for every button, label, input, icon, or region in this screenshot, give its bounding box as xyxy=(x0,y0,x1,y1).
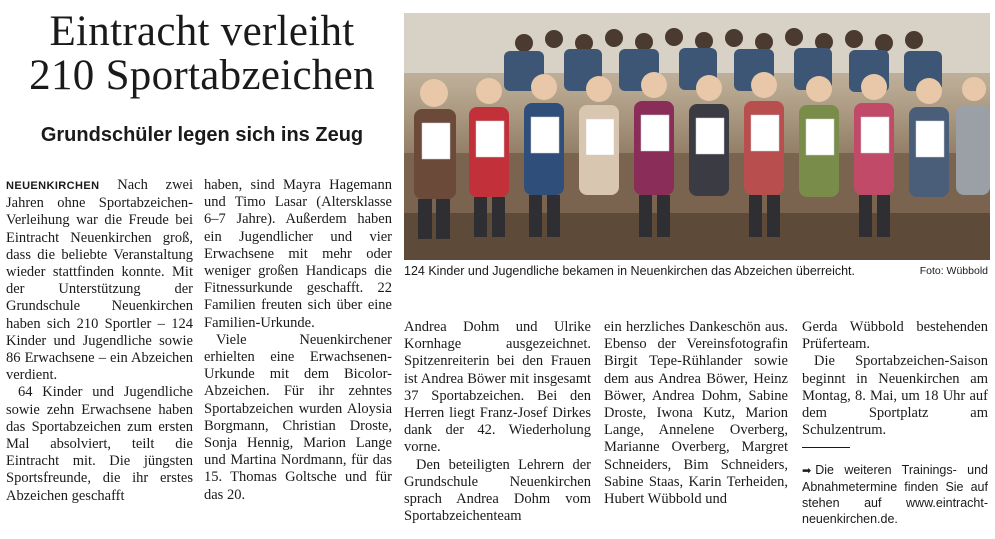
paragraph: 64 Kinder und Jugendliche sowie zehn Erwachsene haben das Sportabzeichen zum ersten Mal absolviert, teilt die Eintracht mit. Die jüngsten Sportsfreunde, die ihr erstes Abzeichen geschafft xyxy=(6,384,193,504)
paragraph: Die Sportabzeichen-Saison beginnt in Neuenkirchen am Montag, 8. Mai, um 18 Uhr auf dem Sportplatz am Schulzentrum. xyxy=(802,353,988,439)
arrow-right-icon: ➡ xyxy=(802,465,812,478)
paragraph: Gerda Wübbold bestehenden Prüferteam. xyxy=(802,319,988,353)
dateline: NEUENKIRCHEN xyxy=(6,180,100,192)
photo-caption xyxy=(404,264,990,278)
info-note-text: Die weiteren Trainings- und Abnahmetermine finden Sie auf stehen auf www.eintracht-neuenkirchen.de. xyxy=(802,463,988,527)
paragraph-text: Nach zwei Jahren ohne Sportabzeichen-Verleihung war die Freude bei Eintracht Neuenkirchen groß, dass die beliebte Veranstaltung wieder stattfinden konnte. Mit der Unterstützung der Grundschule Neuenkirchen haben sich 210 Sportler – 124 Kinder und Jugendliche sowie 86 Erwachsene – ein Abzeichen verdient. xyxy=(6,177,194,384)
caption-text: 124 Kinder und Jugendliche bekamen in Neuenkirchen das Abzeichen überreicht. xyxy=(404,264,855,278)
group-photo xyxy=(404,13,990,260)
paragraph: ein herzliches Dankeschön aus. Ebenso der Vereinsfotografin Birgit Tepe-Rühlander sowie dem aus Andrea Böwer, Heinz Böwer, Andrea Dohm, Sabine Droste, Iwona Kutz, Marion Lange, Annelene Overberg, Marianne Overberg, Margret Schneiders, Bim Schneiders, Sabine Staas, Karin Terheiden, Hubert Wübbold und xyxy=(604,319,788,508)
info-note xyxy=(802,462,988,527)
headline xyxy=(6,10,398,98)
group-photo-illustration xyxy=(404,13,990,260)
paragraph xyxy=(6,177,193,384)
article-column-2 xyxy=(204,177,392,504)
headline-line-1: Eintracht verleiht xyxy=(49,8,355,55)
paragraph: Den beteiligten Lehrern der Grundschule Neuenkirchen sprach Andrea Dohm vom Sportabzeichenteam xyxy=(404,456,591,525)
paragraph: Andrea Dohm und Ulrike Kornhage ausgezeichnet. Spitzenreiterin bei den Frauen ist Andrea Böwer mit insgesamt 37 Sportabzeichen. Bei den Herren liegt Franz-Josef Dirkes dank der 42. Wiederholung vorne. xyxy=(404,319,591,456)
paragraph: haben, sind Mayra Hagemann und Timo Lasar (Altersklasse 6–7 Jahre). Außerdem haben ein Jugendlicher und vier Erwachsene mit mehr oder weniger großen Handicaps die Fitnessurkunde geschafft. 22 Familien freuten sich über eine Familien-Urkunde. xyxy=(204,177,392,331)
paragraph: Viele Neuenkirchener erhielten eine Erwachsenen-Urkunde mit dem Bicolor-Abzeichen. Für ihr zehntes Sportabzeichen wurden Aloysia Borgmann, Christian Droste, Sonja Hennig, Marion Lange und Martina Nordmann, für das 15. Thomas Goltsche und für das 20. xyxy=(204,331,392,503)
divider xyxy=(802,447,850,448)
photo-credit: Foto: Wübbold xyxy=(919,265,988,277)
article-column-1 xyxy=(6,177,193,505)
headline-line-2: 210 Sportabzeichen xyxy=(29,52,375,99)
article-column-4 xyxy=(604,319,788,508)
article-column-3 xyxy=(404,319,591,525)
article-column-5 xyxy=(802,319,988,527)
subline: Grundschüler legen sich ins Zeug xyxy=(40,124,364,146)
